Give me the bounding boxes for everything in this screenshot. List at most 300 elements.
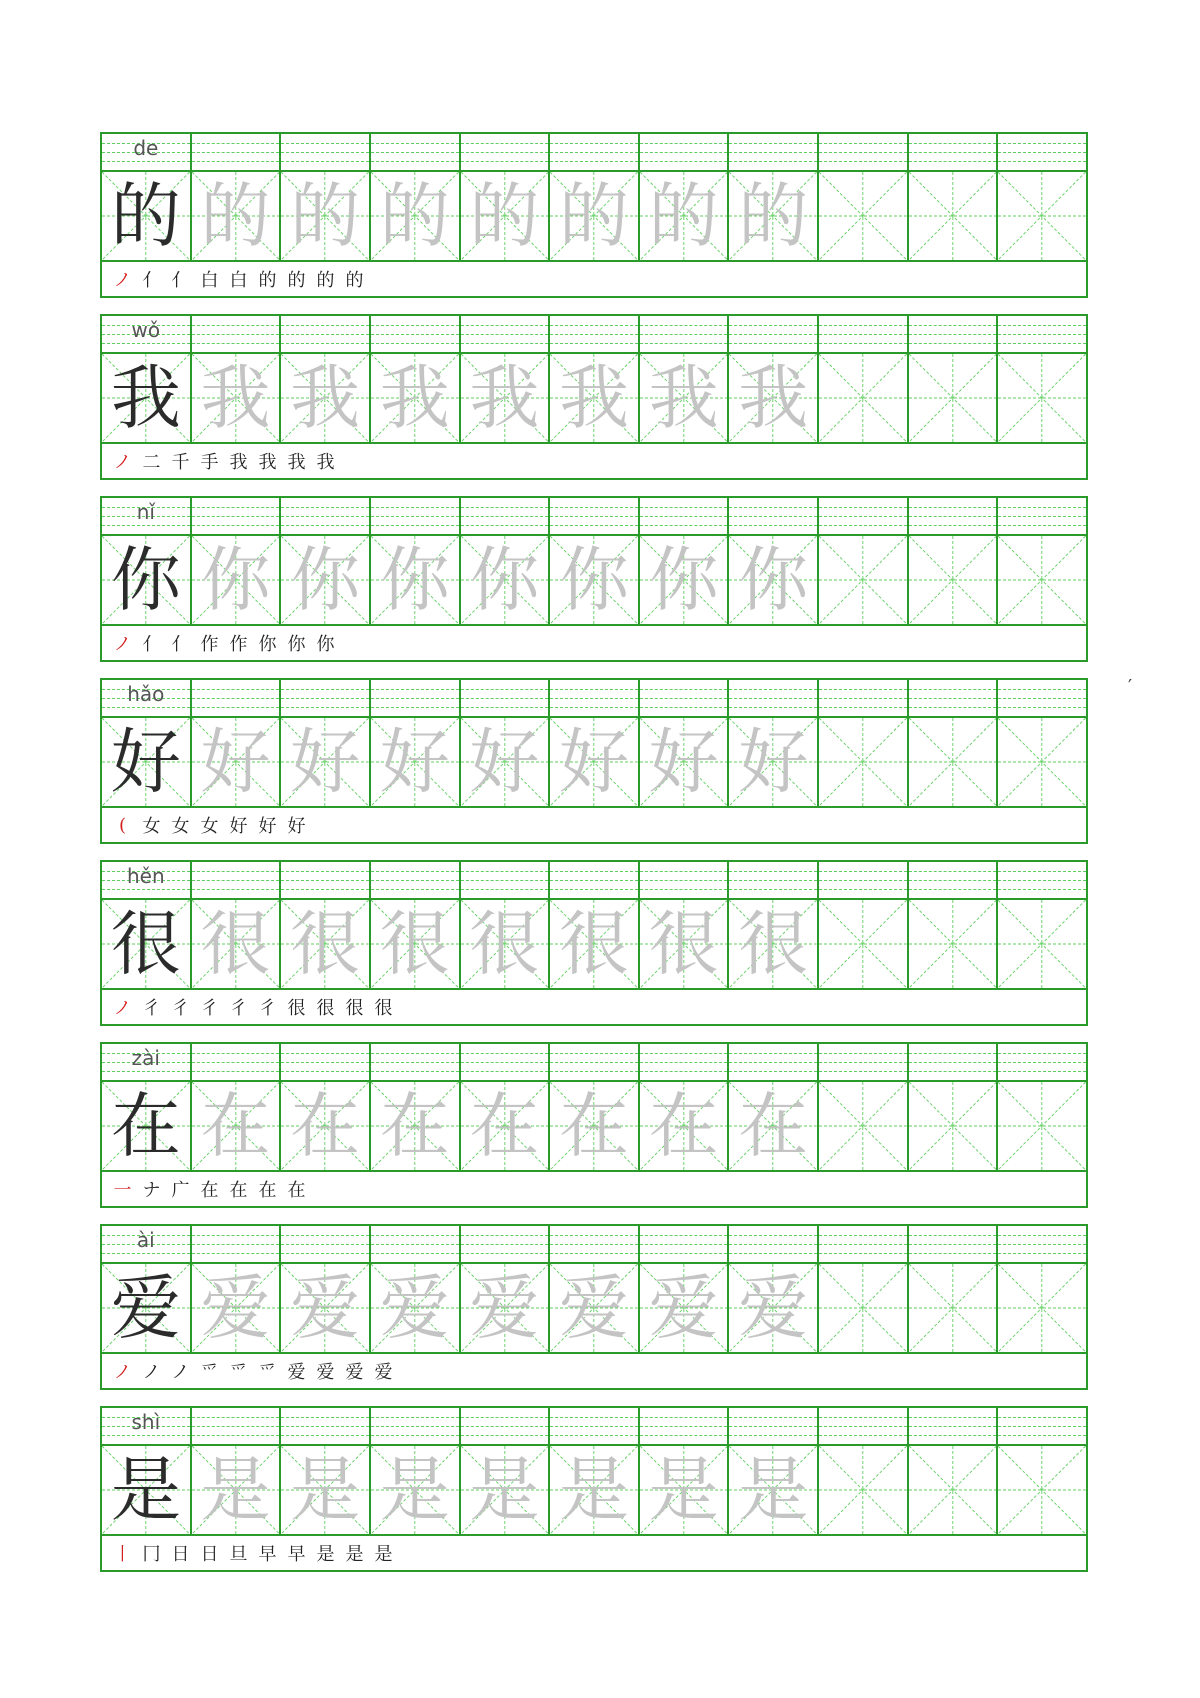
pinyin-cell[interactable] — [550, 1044, 640, 1082]
pinyin-cell[interactable] — [729, 1226, 819, 1264]
pinyin-guide-line — [729, 1426, 817, 1427]
pinyin-guide-line — [998, 889, 1086, 890]
trace-character: 在 — [200, 1085, 271, 1167]
pinyin-cell[interactable] — [729, 316, 819, 354]
pinyin-guide-line — [729, 871, 817, 872]
pinyin-cell[interactable] — [909, 134, 999, 172]
trace-character-cell[interactable] — [729, 1082, 819, 1172]
pinyin-guide-line — [371, 334, 459, 335]
pinyin-guide-line — [729, 1435, 817, 1436]
pinyin-cell[interactable] — [729, 680, 819, 718]
pinyin-cell — [102, 134, 192, 172]
trace-character: 好 — [648, 721, 719, 803]
pinyin-guide-line — [281, 334, 369, 335]
pinyin-cell[interactable] — [281, 680, 371, 718]
blank-practice-cell[interactable] — [998, 718, 1086, 808]
trace-character-cell[interactable] — [192, 900, 282, 990]
pinyin-cell[interactable] — [819, 316, 909, 354]
pinyin-guide-line — [729, 152, 817, 153]
pinyin-label: hěn — [126, 864, 165, 888]
tianzige-guide-lines — [819, 718, 907, 806]
pinyin-cell[interactable] — [461, 1226, 551, 1264]
pinyin-cell[interactable] — [461, 134, 551, 172]
pinyin-guide-line — [371, 325, 459, 326]
pinyin-guide-line — [550, 689, 638, 690]
pinyin-cell[interactable] — [461, 498, 551, 536]
model-character-cell — [102, 718, 192, 808]
trace-character-cell[interactable] — [550, 718, 640, 808]
trace-character-cell[interactable] — [550, 1264, 640, 1354]
trace-character-cell[interactable] — [461, 172, 551, 262]
pinyin-guide-line — [819, 1417, 907, 1418]
blank-practice-cell[interactable] — [998, 354, 1086, 444]
stroke-step: 是 — [345, 1544, 364, 1565]
pinyin-cell[interactable] — [461, 316, 551, 354]
pinyin-cell[interactable] — [461, 680, 551, 718]
pinyin-guide-line — [461, 1053, 549, 1054]
trace-character-cell[interactable] — [640, 1082, 730, 1172]
trace-character-cell[interactable] — [640, 718, 730, 808]
stroke-step: 在 — [258, 1180, 277, 1201]
pinyin-guide-line — [819, 507, 907, 508]
trace-character-cell[interactable] — [192, 1446, 282, 1536]
pinyin-guide-line — [640, 689, 728, 690]
stroke-step: ノ — [113, 270, 132, 291]
pinyin-guide-line — [281, 1053, 369, 1054]
trace-character-cell[interactable] — [371, 900, 461, 990]
pinyin-cell[interactable] — [550, 498, 640, 536]
pinyin-cell[interactable] — [281, 316, 371, 354]
model-character: 我 — [110, 357, 181, 439]
pinyin-guide-line — [281, 1235, 369, 1236]
trace-character-cell[interactable] — [192, 354, 282, 444]
pinyin-guide-line — [998, 1426, 1086, 1427]
trace-character: 很 — [648, 903, 719, 985]
blank-practice-cell[interactable] — [819, 172, 909, 262]
pinyin-cell[interactable] — [729, 498, 819, 536]
pinyin-guide-line — [281, 507, 369, 508]
pinyin-guide-line — [729, 707, 817, 708]
pinyin-cell[interactable] — [819, 1226, 909, 1264]
pinyin-cell[interactable] — [192, 680, 282, 718]
trace-character: 在 — [290, 1085, 361, 1167]
blank-practice-cell[interactable] — [819, 1082, 909, 1172]
pinyin-cell[interactable] — [819, 680, 909, 718]
blank-practice-cell[interactable] — [819, 1264, 909, 1354]
trace-character-cell[interactable] — [729, 900, 819, 990]
trace-character-cell[interactable] — [550, 1446, 640, 1536]
pinyin-cell[interactable] — [550, 862, 640, 900]
pinyin-cell[interactable] — [819, 1044, 909, 1082]
pinyin-guide-line — [909, 507, 997, 508]
pinyin-guide-line — [819, 707, 907, 708]
trace-character-cell[interactable] — [461, 1082, 551, 1172]
pinyin-cell[interactable] — [729, 134, 819, 172]
pinyin-guide-line — [640, 161, 728, 162]
pinyin-guide-line — [192, 152, 280, 153]
blank-practice-cell[interactable] — [998, 1264, 1086, 1354]
pinyin-guide-line — [729, 325, 817, 326]
tianzige-guide-lines — [998, 1082, 1086, 1170]
pinyin-cell[interactable] — [550, 134, 640, 172]
pinyin-cell[interactable] — [371, 316, 461, 354]
trace-character-cell[interactable] — [371, 718, 461, 808]
trace-character-cell[interactable] — [640, 354, 730, 444]
pinyin-guide-line — [998, 525, 1086, 526]
pinyin-cell[interactable] — [998, 1044, 1086, 1082]
character-practice-row — [100, 1406, 1088, 1572]
trace-character-cell[interactable] — [640, 1446, 730, 1536]
pinyin-guide-line — [640, 698, 728, 699]
pinyin-cell[interactable] — [371, 498, 461, 536]
stroke-step: 在 — [229, 1180, 248, 1201]
pinyin-cell[interactable] — [640, 1226, 730, 1264]
stroke-step: 爱 — [316, 1362, 335, 1383]
trace-character-cell[interactable] — [281, 1082, 371, 1172]
trace-character-cell[interactable] — [640, 1264, 730, 1354]
trace-character-cell[interactable] — [281, 718, 371, 808]
trace-character-cell[interactable] — [192, 1264, 282, 1354]
pinyin-cell[interactable] — [640, 498, 730, 536]
model-character: 的 — [110, 175, 181, 257]
trace-character-cell[interactable] — [192, 718, 282, 808]
tianzige-guide-lines — [998, 354, 1086, 442]
pinyin-cell[interactable] — [909, 316, 999, 354]
pinyin-guide-line — [729, 525, 817, 526]
pinyin-cell[interactable] — [192, 498, 282, 536]
trace-character-cell[interactable] — [550, 172, 640, 262]
blank-practice-cell[interactable] — [819, 1446, 909, 1536]
stroke-step: 好 — [229, 816, 248, 837]
trace-character-cell[interactable] — [461, 1264, 551, 1354]
pinyin-cell[interactable] — [729, 862, 819, 900]
pinyin-cell[interactable] — [461, 1408, 551, 1446]
pinyin-cell[interactable] — [909, 1408, 999, 1446]
tianzige-guide-lines — [909, 1446, 997, 1534]
blank-practice-cell[interactable] — [819, 354, 909, 444]
pinyin-guide-line — [371, 1426, 459, 1427]
pinyin-cell[interactable] — [998, 1226, 1086, 1264]
pinyin-guide-line — [550, 1071, 638, 1072]
stroke-step: ナ — [142, 1180, 161, 1201]
trace-character: 很 — [379, 903, 450, 985]
blank-practice-cell[interactable] — [998, 900, 1086, 990]
blank-practice-cell[interactable] — [998, 1082, 1086, 1172]
stroke-step: 丨 — [113, 1544, 132, 1565]
pinyin-cell[interactable] — [371, 1408, 461, 1446]
pinyin-cell[interactable] — [729, 1044, 819, 1082]
pinyin-cell[interactable] — [640, 134, 730, 172]
tianzige-guide-lines — [819, 536, 907, 624]
pinyin-guide-line — [729, 689, 817, 690]
trace-character-cell[interactable] — [729, 172, 819, 262]
pinyin-guide-line — [550, 325, 638, 326]
pinyin-guide-line — [371, 871, 459, 872]
stroke-step: 彳 — [142, 998, 161, 1019]
pinyin-guide-line — [998, 161, 1086, 162]
pinyin-cell[interactable] — [192, 1408, 282, 1446]
trace-character-cell[interactable] — [192, 172, 282, 262]
pinyin-guide-line — [729, 698, 817, 699]
pinyin-cell[interactable] — [550, 316, 640, 354]
character-cells-row — [102, 1264, 1086, 1354]
stroke-step: ノ — [113, 452, 132, 473]
pinyin-row — [102, 680, 1086, 718]
trace-character-cell[interactable] — [550, 1082, 640, 1172]
pinyin-guide-line — [998, 707, 1086, 708]
trace-character-cell[interactable] — [640, 536, 730, 626]
trace-character-cell[interactable] — [281, 172, 371, 262]
pinyin-guide-line — [102, 707, 190, 708]
pinyin-cell[interactable] — [819, 134, 909, 172]
trace-character: 的 — [559, 175, 630, 257]
trace-character-cell[interactable] — [729, 354, 819, 444]
trace-character-cell[interactable] — [192, 1082, 282, 1172]
pinyin-cell[interactable] — [909, 680, 999, 718]
pinyin-cell[interactable] — [819, 862, 909, 900]
trace-character: 爱 — [379, 1267, 450, 1349]
pinyin-cell[interactable] — [998, 498, 1086, 536]
blank-practice-cell[interactable] — [909, 900, 999, 990]
trace-character-cell[interactable] — [461, 1446, 551, 1536]
trace-character-cell[interactable] — [371, 536, 461, 626]
character-practice-row — [100, 1042, 1088, 1208]
blank-practice-cell[interactable] — [909, 718, 999, 808]
pinyin-cell[interactable] — [281, 862, 371, 900]
pinyin-cell[interactable] — [640, 680, 730, 718]
pinyin-cell[interactable] — [371, 862, 461, 900]
blank-practice-cell[interactable] — [819, 900, 909, 990]
trace-character-cell[interactable] — [729, 1446, 819, 1536]
stroke-step: 千 — [171, 452, 190, 473]
stroke-step: 二 — [142, 452, 161, 473]
pinyin-cell[interactable] — [640, 1408, 730, 1446]
stroke-step: 日 — [200, 1544, 219, 1565]
pinyin-guide-line — [281, 889, 369, 890]
trace-character-cell[interactable] — [729, 1264, 819, 1354]
pinyin-guide-line — [909, 1253, 997, 1254]
pinyin-guide-line — [729, 1053, 817, 1054]
trace-character: 你 — [469, 539, 540, 621]
pinyin-guide-line — [998, 1417, 1086, 1418]
blank-practice-cell[interactable] — [909, 1446, 999, 1536]
pinyin-cell[interactable] — [461, 862, 551, 900]
model-character: 在 — [110, 1085, 181, 1167]
pinyin-guide-line — [819, 525, 907, 526]
trace-character-cell[interactable] — [729, 536, 819, 626]
trace-character-cell[interactable] — [371, 354, 461, 444]
blank-practice-cell[interactable] — [909, 1082, 999, 1172]
trace-character-cell[interactable] — [371, 1082, 461, 1172]
trace-character-cell[interactable] — [281, 1264, 371, 1354]
blank-practice-cell[interactable] — [998, 536, 1086, 626]
model-character-cell — [102, 1446, 192, 1536]
pinyin-cell[interactable] — [192, 316, 282, 354]
pinyin-guide-line — [640, 143, 728, 144]
tianzige-guide-lines — [909, 536, 997, 624]
pinyin-cell[interactable] — [998, 1408, 1086, 1446]
trace-character-cell[interactable] — [371, 1446, 461, 1536]
pinyin-guide-line — [192, 889, 280, 890]
blank-practice-cell[interactable] — [819, 718, 909, 808]
trace-character: 的 — [648, 175, 719, 257]
tianzige-guide-lines — [909, 1264, 997, 1352]
trace-character-cell[interactable] — [461, 718, 551, 808]
stroke-step: 亻 — [142, 270, 161, 291]
pinyin-cell[interactable] — [371, 680, 461, 718]
stroke-step: 日 — [171, 1544, 190, 1565]
pinyin-cell[interactable] — [371, 134, 461, 172]
pinyin-cell[interactable] — [909, 498, 999, 536]
pinyin-cell[interactable] — [550, 680, 640, 718]
pinyin-guide-line — [909, 152, 997, 153]
stroke-step: 的 — [258, 270, 277, 291]
pinyin-guide-line — [729, 1244, 817, 1245]
pinyin-guide-line — [550, 1426, 638, 1427]
pinyin-guide-line — [998, 516, 1086, 517]
pinyin-cell[interactable] — [819, 498, 909, 536]
model-character-cell — [102, 354, 192, 444]
trace-character: 在 — [559, 1085, 630, 1167]
stroke-step: 亻 — [171, 270, 190, 291]
trace-character-cell[interactable] — [281, 900, 371, 990]
tianzige-guide-lines — [909, 354, 997, 442]
pinyin-label: nǐ — [136, 500, 155, 524]
pinyin-guide-line — [371, 1253, 459, 1254]
pinyin-cell[interactable] — [909, 1226, 999, 1264]
trace-character-cell[interactable] — [461, 354, 551, 444]
pinyin-guide-line — [371, 698, 459, 699]
pinyin-guide-line — [102, 1435, 190, 1436]
trace-character-cell[interactable] — [550, 354, 640, 444]
pinyin-guide-line — [461, 1235, 549, 1236]
pinyin-cell[interactable] — [192, 1044, 282, 1082]
pinyin-cell[interactable] — [371, 1226, 461, 1264]
pinyin-label: hǎo — [127, 682, 165, 706]
pinyin-cell[interactable] — [192, 134, 282, 172]
trace-character: 你 — [200, 539, 271, 621]
pinyin-cell[interactable] — [461, 1044, 551, 1082]
stroke-step: 爱 — [287, 1362, 306, 1383]
trace-character-cell[interactable] — [192, 536, 282, 626]
trace-character-cell[interactable] — [550, 900, 640, 990]
tianzige-guide-lines — [998, 718, 1086, 806]
pinyin-guide-line — [371, 1435, 459, 1436]
blank-practice-cell[interactable] — [998, 172, 1086, 262]
pinyin-guide-line — [192, 1244, 280, 1245]
pinyin-cell[interactable] — [640, 1044, 730, 1082]
trace-character-cell[interactable] — [371, 1264, 461, 1354]
stroke-step: ノ — [113, 634, 132, 655]
blank-practice-cell[interactable] — [909, 354, 999, 444]
model-character: 很 — [110, 903, 181, 985]
pinyin-guide-line — [281, 1071, 369, 1072]
pinyin-cell[interactable] — [550, 1226, 640, 1264]
trace-character-cell[interactable] — [461, 536, 551, 626]
pinyin-cell[interactable] — [998, 316, 1086, 354]
pinyin-cell[interactable] — [640, 316, 730, 354]
pinyin-guide-line — [371, 1235, 459, 1236]
pinyin-guide-line — [909, 889, 997, 890]
pinyin-guide-line — [819, 698, 907, 699]
blank-practice-cell[interactable] — [909, 1264, 999, 1354]
trace-character-cell[interactable] — [371, 172, 461, 262]
trace-character-cell[interactable] — [281, 536, 371, 626]
pinyin-guide-line — [550, 1235, 638, 1236]
trace-character-cell[interactable] — [729, 718, 819, 808]
trace-character: 在 — [379, 1085, 450, 1167]
pinyin-guide-line — [640, 1062, 728, 1063]
pinyin-cell[interactable] — [998, 134, 1086, 172]
blank-practice-cell[interactable] — [909, 536, 999, 626]
pinyin-guide-line — [909, 880, 997, 881]
pinyin-cell[interactable] — [192, 1226, 282, 1264]
pinyin-cell[interactable] — [371, 1044, 461, 1082]
trace-character: 好 — [200, 721, 271, 803]
pinyin-label: zài — [131, 1046, 160, 1070]
trace-character-cell[interactable] — [640, 900, 730, 990]
pinyin-guide-line — [371, 1244, 459, 1245]
pinyin-guide-line — [550, 152, 638, 153]
pinyin-guide-line — [729, 143, 817, 144]
pinyin-cell[interactable] — [909, 1044, 999, 1082]
character-practice-row — [100, 1224, 1088, 1390]
stroke-step: 冂 — [142, 1544, 161, 1565]
pinyin-cell[interactable] — [640, 862, 730, 900]
pinyin-guide-line — [371, 152, 459, 153]
pinyin-cell[interactable] — [281, 498, 371, 536]
pinyin-guide-line — [998, 334, 1086, 335]
pinyin-cell[interactable] — [998, 680, 1086, 718]
pinyin-guide-line — [281, 1244, 369, 1245]
trace-character-cell[interactable] — [281, 1446, 371, 1536]
pinyin-cell[interactable] — [909, 862, 999, 900]
pinyin-cell[interactable] — [281, 1408, 371, 1446]
blank-practice-cell[interactable] — [819, 536, 909, 626]
blank-practice-cell[interactable] — [998, 1446, 1086, 1536]
stroke-step: ( — [118, 814, 127, 836]
pinyin-cell[interactable] — [550, 1408, 640, 1446]
pinyin-cell[interactable] — [192, 862, 282, 900]
pinyin-cell[interactable] — [281, 134, 371, 172]
pinyin-guide-line — [909, 1426, 997, 1427]
pinyin-guide-line — [461, 707, 549, 708]
pinyin-guide-line — [550, 516, 638, 517]
stroke-step: 我 — [316, 452, 335, 473]
pinyin-cell[interactable] — [729, 1408, 819, 1446]
trace-character-cell[interactable] — [640, 172, 730, 262]
trace-character: 你 — [290, 539, 361, 621]
trace-character-cell[interactable] — [550, 536, 640, 626]
pinyin-cell[interactable] — [998, 862, 1086, 900]
tianzige-guide-lines — [998, 900, 1086, 988]
pinyin-guide-line — [819, 1426, 907, 1427]
stroke-order-row — [102, 1536, 1086, 1570]
trace-character-cell[interactable] — [461, 900, 551, 990]
pinyin-guide-line — [819, 1235, 907, 1236]
pinyin-cell[interactable] — [819, 1408, 909, 1446]
pinyin-guide-line — [461, 1071, 549, 1072]
blank-practice-cell[interactable] — [909, 172, 999, 262]
stroke-order-row — [102, 990, 1086, 1024]
pinyin-guide-line — [909, 698, 997, 699]
pinyin-cell[interactable] — [281, 1044, 371, 1082]
pinyin-cell[interactable] — [281, 1226, 371, 1264]
pinyin-guide-line — [192, 325, 280, 326]
pinyin-guide-line — [998, 1071, 1086, 1072]
trace-character-cell[interactable] — [281, 354, 371, 444]
pinyin-guide-line — [550, 1253, 638, 1254]
